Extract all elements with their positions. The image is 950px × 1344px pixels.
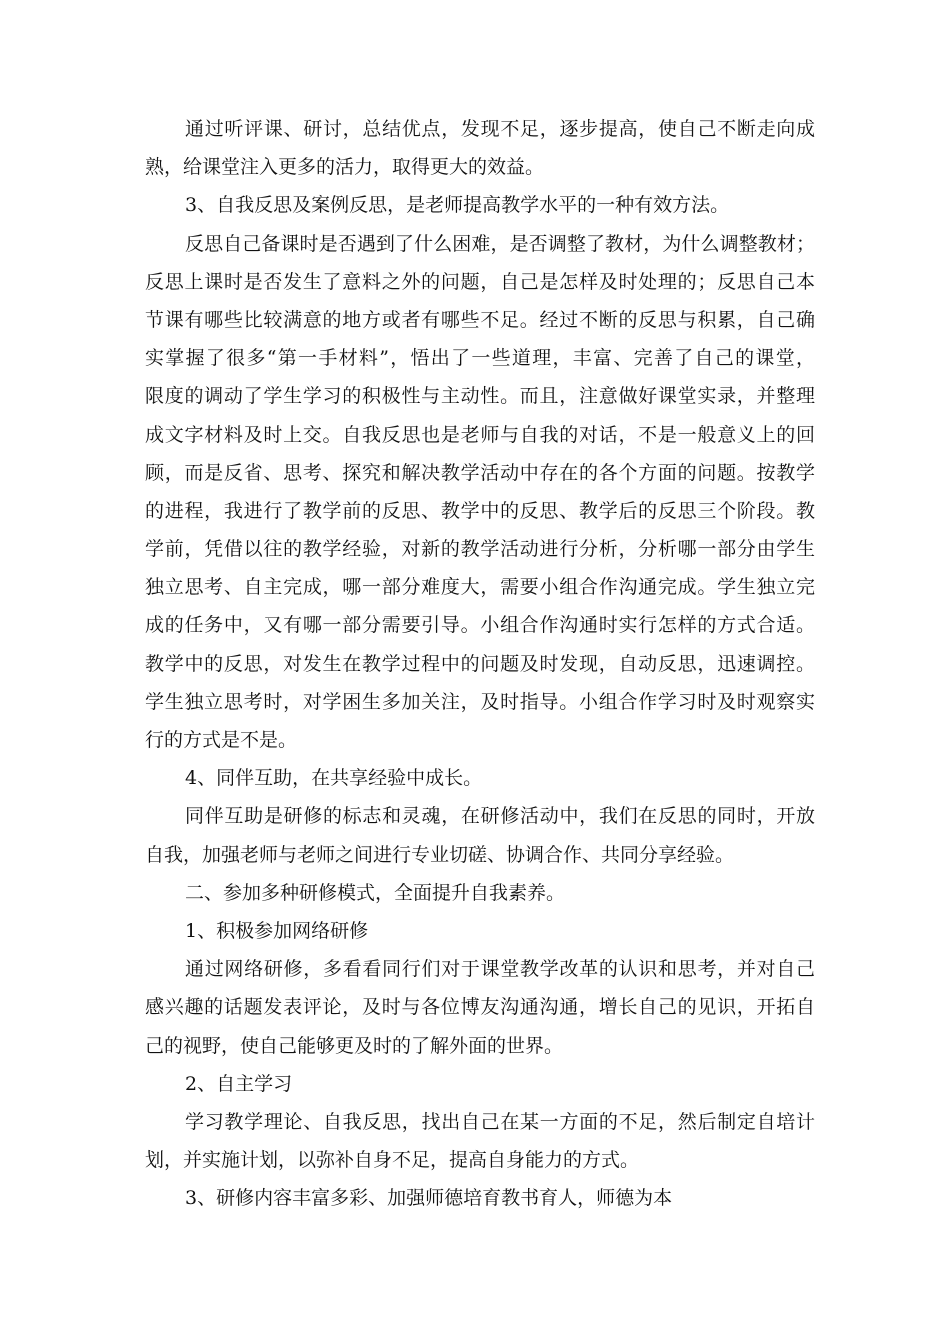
heading-self-study — [145, 1065, 815, 1103]
text-line: 1、积极参加网络研修 — [185, 919, 369, 942]
heading-online-training — [145, 912, 815, 950]
text-line: 通过听评课、研讨，总结优点，发现不足，逐步提高，使自己不断走向成 — [185, 118, 815, 140]
text-line: 学习教学理论、自我反思，找出自己在某一方面的不足，然后制定自培计 — [185, 1110, 815, 1133]
text-line: 3、自我反思及案例反思，是老师提高教学水平的一种有效方法。 — [185, 194, 730, 217]
paragraph-peer-support — [145, 797, 815, 873]
paragraph-online-training — [145, 950, 815, 1065]
document-body — [145, 110, 815, 1217]
heading-self-reflection — [145, 186, 815, 224]
text-line: 实掌握了很多“第一手材料”，悟出了一些道理，丰富、完善了自己的课堂， — [145, 347, 815, 370]
text-line: 反思自己备课时是否遇到了什么困难，是否调整了教材，为什么调整教材； — [185, 232, 815, 255]
text-line: 成文字材料及时上交。自我反思也是老师与自我的对话，不是一般意义上的回 — [145, 423, 815, 446]
text-line: 划，并实施计划，以弥补自身不足，提高自身能力的方式。 — [145, 1149, 640, 1172]
paragraph-self-study — [145, 1103, 815, 1179]
heading-ethics — [145, 1179, 815, 1217]
paragraph-reflection-details — [145, 225, 815, 760]
text-line: 3、研修内容丰富多彩、加强师德培育教书育人，师德为本 — [185, 1187, 673, 1210]
text-line: 熟，给课堂注入更多的活力，取得更大的效益。 — [145, 156, 545, 179]
text-line: 的进程，我进行了教学前的反思、教学中的反思、教学后的反思三个阶段。教 — [145, 499, 815, 522]
text-line: 通过网络研修，多看看同行们对于课堂教学改革的认识和思考，并对自己 — [185, 958, 815, 981]
text-line: 学前，凭借以往的教学经验，对新的教学活动进行分析，分析哪一部分由学生 — [145, 538, 815, 561]
text-line: 感兴趣的话题发表评论，及时与各位博友沟通沟通，增长自己的见识，开拓自 — [145, 996, 815, 1019]
heading-section-two — [145, 874, 815, 912]
text-line: 教学中的反思，对发生在教学过程中的问题及时发现，自动反思，迅速调控。 — [145, 652, 815, 675]
text-line: 限度的调动了学生学习的积极性与主动性。而且，注意做好课堂实录，并整理 — [145, 385, 815, 408]
text-line: 节课有哪些比较满意的地方或者有哪些不足。经过不断的反思与积累，自己确 — [145, 308, 815, 331]
text-line: 自我，加强老师与老师之间进行专业切磋、协调合作、共同分享经验。 — [145, 843, 735, 866]
text-line: 顾，而是反省、思考、探究和解决教学活动中存在的各个方面的问题。按教学 — [145, 461, 815, 484]
heading-peer-support — [145, 759, 815, 797]
text-line: 学生独立思考时，对学困生多加关注，及时指导。小组合作学习时及时观察实 — [145, 690, 815, 713]
text-line: 行的方式是不是。 — [145, 729, 298, 751]
text-line: 成的任务中，又有哪一部分需要引导。小组合作沟通时实行怎样的方式合适。 — [145, 614, 815, 637]
text-line: 己的视野，使自己能够更及时的了解外面的世界。 — [145, 1034, 564, 1057]
text-line: 2、自主学习 — [185, 1072, 293, 1095]
text-line: 独立思考、自主完成，哪一部分难度大，需要小组合作沟通完成。学生独立完 — [145, 576, 815, 599]
text-line: 反思上课时是否发生了意料之外的问题，自己是怎样及时处理的；反思自己本 — [145, 270, 815, 293]
text-line: 二、参加多种研修模式，全面提升自我素养。 — [185, 881, 566, 904]
paragraph-classroom-observation — [145, 110, 815, 186]
text-line: 4、同伴互助，在共享经验中成长。 — [185, 767, 483, 790]
text-line: 同伴互助是研修的标志和灵魂，在研修活动中，我们在反思的同时，开放 — [185, 805, 815, 828]
